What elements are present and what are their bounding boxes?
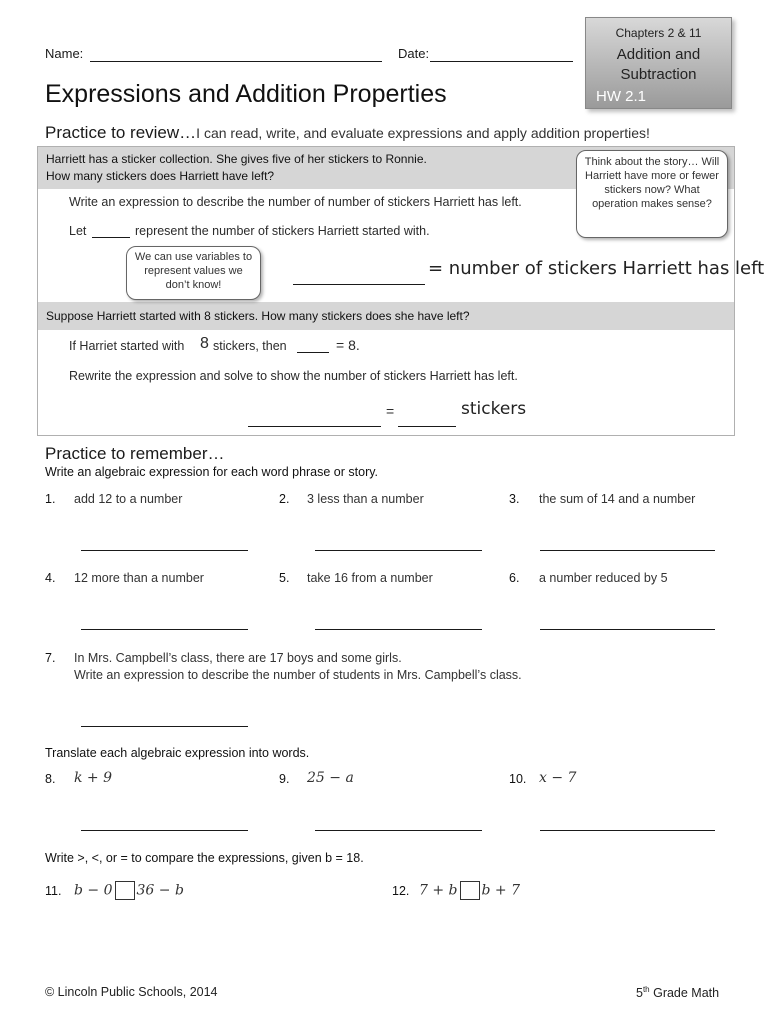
- chapter-tag: [585, 17, 732, 109]
- question-number: 10.: [509, 772, 527, 786]
- start-value-blank[interactable]: [297, 352, 329, 353]
- remember-heading: Practice to remember…: [45, 444, 225, 463]
- if-suffix: = 8.: [336, 337, 360, 353]
- answer-line-7[interactable]: [81, 726, 248, 727]
- question-text-line2: Write an expression to describe the number of students in Mrs. Campbell’s class.: [74, 668, 522, 682]
- date-field[interactable]: [430, 61, 573, 62]
- question-text: add 12 to a number: [74, 492, 183, 506]
- answer-line-4[interactable]: [81, 629, 248, 630]
- review-heading-goal: I can read, write, and evaluate expressions and apply addition properties!: [196, 125, 650, 141]
- let-prefix: Let: [69, 224, 87, 238]
- algebraic-expression: k + 9: [74, 770, 113, 786]
- question-number: 4.: [45, 571, 56, 585]
- rewrite-prompt: Rewrite the expression and solve to show the number of stickers Harriett has left.: [69, 369, 518, 383]
- handwritten-stickers: stickers: [461, 399, 527, 419]
- question-text: 3 less than a number: [307, 492, 424, 506]
- expression-blank[interactable]: [293, 284, 425, 285]
- if-mid: stickers, then: [213, 339, 287, 353]
- answer-line-2[interactable]: [315, 550, 482, 551]
- answer-line-5[interactable]: [315, 629, 482, 630]
- suppose-text: Suppose Harriett started with 8 stickers. How many stickers does she have left?: [46, 309, 470, 323]
- question-number: 5.: [279, 571, 290, 585]
- chapter-tag-topic: [586, 45, 731, 85]
- compare-expression-11: [74, 881, 184, 900]
- question-text: take 16 from a number: [307, 571, 433, 585]
- rewrite-equals: =: [386, 403, 395, 419]
- compare-right: 36 − b: [136, 882, 184, 899]
- answer-line-10[interactable]: [540, 830, 715, 831]
- date-label: Date:: [398, 46, 430, 61]
- footer-grade-suffix: th: [642, 985, 650, 994]
- story-tip-text: Think about the story… Will Harriett have more or fewer stickers now? What operation makes sense?: [584, 156, 720, 210]
- algebraic-expression: x − 7: [539, 770, 577, 786]
- review-heading: [45, 123, 650, 143]
- answer-line-3[interactable]: [540, 550, 715, 551]
- story-line2: How many stickers does Harriett have left?: [46, 169, 275, 183]
- write-expression-prompt: Write an expression to describe the number of number of stickers Harriett has left.: [69, 195, 522, 209]
- question-number: 9.: [279, 772, 290, 786]
- compare-left: b − 0: [74, 882, 113, 899]
- answer-line-8[interactable]: [81, 830, 248, 831]
- compare-right: b + 7: [481, 882, 520, 899]
- footer-grade: [636, 985, 719, 1000]
- answer-line-9[interactable]: [315, 830, 482, 831]
- instruction-write-expression: Write an algebraic expression for each word phrase or story.: [45, 465, 379, 479]
- answer-line-1[interactable]: [81, 550, 248, 551]
- algebraic-expression: 25 − a: [307, 770, 354, 786]
- compare-expression-12: [419, 881, 520, 900]
- compare-left: 7 + b: [419, 882, 458, 899]
- homework-number: HW 2.1: [596, 88, 647, 105]
- question-text: the sum of 14 and a number: [539, 492, 696, 506]
- question-number: 1.: [45, 492, 56, 506]
- question-number: 3.: [509, 492, 520, 506]
- question-number: 8.: [45, 772, 56, 786]
- review-heading-bold: Practice to review…: [45, 123, 197, 142]
- chapter-tag-line3: Subtraction: [620, 66, 697, 83]
- footer-copyright: © Lincoln Public Schools, 2014: [45, 985, 218, 999]
- if-number: 8: [200, 335, 209, 352]
- question-number: 11.: [45, 884, 62, 898]
- question-number: 7.: [45, 651, 56, 665]
- variables-tip-bubble: [126, 246, 261, 300]
- name-label: Name:: [45, 46, 84, 61]
- footer-grade-number: 5: [636, 986, 643, 1001]
- compare-answer-box[interactable]: [115, 881, 135, 900]
- rewrite-expression-blank[interactable]: [248, 426, 381, 427]
- name-field[interactable]: [90, 61, 382, 62]
- let-suffix: represent the number of stickers Harriett started with.: [135, 224, 430, 238]
- question-text: a number reduced by 5: [539, 571, 668, 585]
- question-number: 2.: [279, 492, 290, 506]
- footer-grade-label: Grade Math: [649, 986, 720, 1001]
- variable-blank[interactable]: [92, 237, 130, 238]
- suppose-band: [38, 302, 734, 330]
- if-prefix: If Harriet started with: [69, 339, 185, 353]
- story-line1: Harriett has a sticker collection. She gives five of her stickers to Ronnie.: [46, 152, 427, 166]
- question-text: In Mrs. Campbell’s class, there are 17 boys and some girls.: [74, 651, 402, 665]
- story-tip-bubble: [576, 150, 728, 238]
- answer-blank[interactable]: [398, 426, 456, 427]
- instruction-translate: Translate each algebraic expression into words.: [45, 746, 310, 760]
- page-title: Expressions and Addition Properties: [45, 80, 447, 108]
- answer-line-6[interactable]: [540, 629, 715, 630]
- compare-answer-box[interactable]: [460, 881, 480, 900]
- handwritten-equals-label: = number of stickers Harriett has left: [428, 258, 765, 279]
- chapter-tag-line1: Chapters 2 & 11: [615, 26, 702, 40]
- variables-tip-text: We can use variables to represent values we don’t know!: [134, 251, 253, 291]
- question-number: 6.: [509, 571, 520, 585]
- instruction-compare: Write >, <, or = to compare the expressions, given b = 18.: [45, 851, 364, 865]
- question-number: 12.: [392, 884, 410, 898]
- chapter-tag-line2: Addition and: [616, 46, 701, 63]
- question-text: 12 more than a number: [74, 571, 204, 585]
